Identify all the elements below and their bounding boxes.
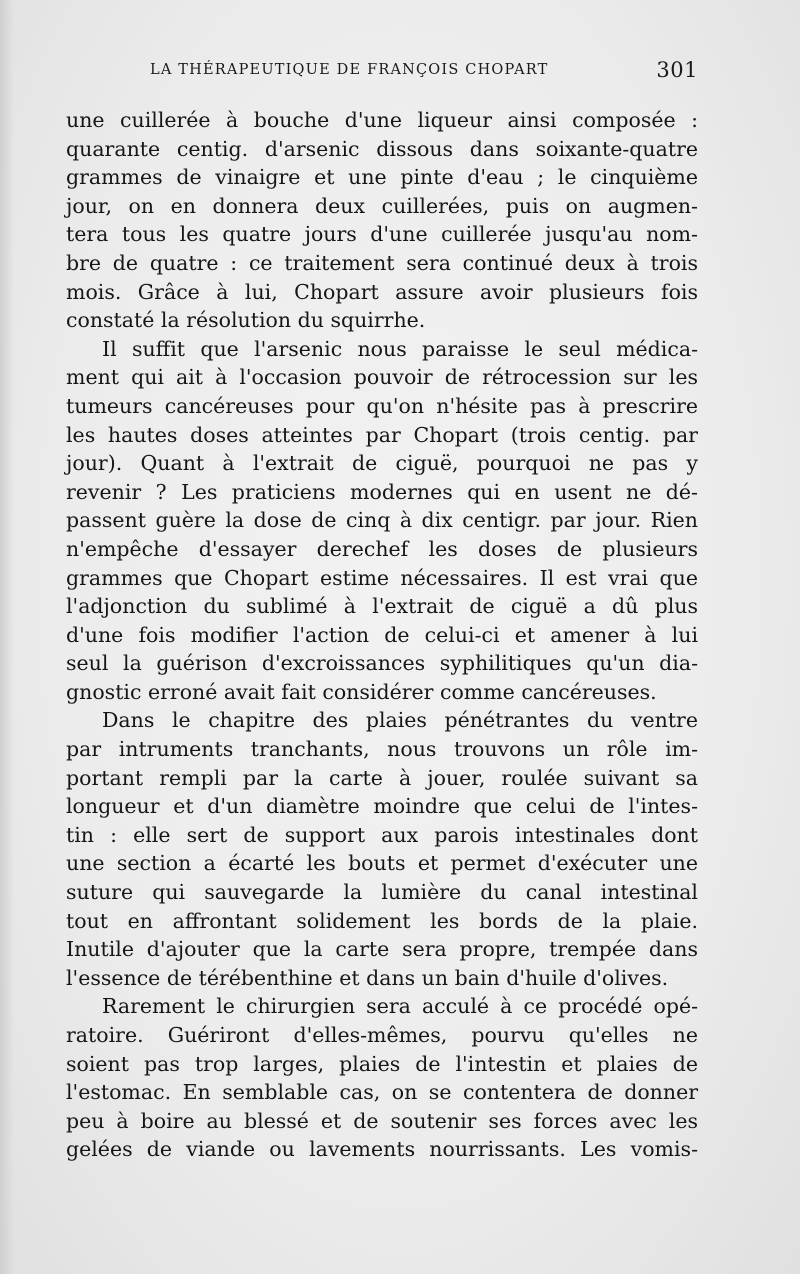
text-line: jour, on en donnera deux cuillerées, puis on augmen- — [66, 193, 698, 218]
text-line: longueur et d'un diamètre moindre que celui de l'intes- — [66, 794, 698, 819]
text-line: Dans le chapitre des plaies pénétrantes du ventre — [102, 708, 698, 733]
text-line: par intruments tranchants, nous trouvons un rôle im- — [66, 737, 698, 762]
text-line: grammes de vinaigre et une pinte d'eau ; le cinquième — [66, 165, 698, 190]
page-header — [66, 58, 698, 88]
running-title: LA THÉRAPEUTIQUE DE FRANÇOIS CHOPART — [150, 62, 549, 78]
text-line: n'empêche d'essayer derechef les doses de plusieurs — [66, 536, 698, 561]
text-line: l'estomac. En semblable cas, on se contentera de donner — [66, 1080, 698, 1105]
page-number: 301 — [656, 58, 698, 82]
text-line: gnostic erroné avait fait considérer comme cancéreuses. — [66, 679, 657, 704]
text-line: Inutile d'ajouter que la carte sera propre, trempée dans — [66, 937, 698, 962]
text-line: ratoire. Guériront d'elles-mêmes, pourvu qu'elles ne — [66, 1023, 698, 1047]
page-gutter-shadow — [0, 0, 14, 1274]
text-line: revenir ? Les praticiens modernes qui en usent ne dé- — [66, 479, 698, 504]
text-line: ment qui ait à l'occasion pouvoir de rétrocession sur les — [66, 365, 698, 390]
body-text — [66, 106, 698, 1164]
text-line: Il suffit que l'arsenic nous paraisse le seul médica- — [102, 336, 698, 361]
text-line: grammes que Chopart estime nécessaires. Il est vrai que — [66, 565, 698, 590]
text-line: les hautes doses atteintes par Chopart (trois centig. par — [66, 422, 698, 447]
text-line: une section a écarté les bouts et permet d'exécuter une — [66, 851, 698, 876]
text-line: gelées de viande ou lavements nourrissants. Les vomis- — [66, 1137, 698, 1162]
text-line: quarante centig. d'arsenic dissous dans soixante-quatre — [66, 136, 698, 161]
text-line: peu à boire au blessé et de soutenir ses forces avec les — [66, 1108, 698, 1133]
text-line: mois. Grâce à lui, Chopart assure avoir plusieurs fois — [66, 279, 698, 304]
text-line: Rarement le chirurgien sera acculé à ce procédé opé- — [102, 994, 698, 1019]
text-line: jour). Quant à l'extrait de ciguë, pourquoi ne pas y — [66, 451, 698, 476]
text-line: l'essence de térébenthine et dans un bain d'huile d'olives. — [66, 965, 669, 990]
text-line: portant rempli par la carte à jouer, roulée suivant sa — [66, 765, 698, 790]
text-line: tera tous les quatre jours d'une cuillerée jusqu'au nom- — [66, 222, 698, 247]
text-line: suture qui sauvegarde la lumière du canal intestinal — [66, 880, 698, 905]
text-line: tumeurs cancéreuses pour qu'on n'hésite pas à prescrire — [66, 393, 698, 418]
text-line: tout en affrontant solidement les bords de la plaie. — [66, 908, 698, 933]
text-line: seul la guérison d'excroissances syphilitiques qu'un dia- — [66, 651, 698, 676]
text-line: soient pas trop larges, plaies de l'intestin et plaies de — [66, 1051, 698, 1076]
text-line: une cuillerée à bouche d'une liqueur ainsi composée : — [66, 108, 698, 132]
text-line: passent guère la dose de cinq à dix centigr. par jour. Rien — [66, 508, 698, 533]
text-line: constaté la résolution du squirrhe. — [66, 308, 426, 333]
text-line: bre de quatre : ce traitement sera continué deux à trois — [66, 250, 698, 275]
text-line: tin : elle sert de support aux parois intestinales dont — [66, 822, 698, 847]
text-line: l'adjonction du sublimé à l'extrait de ciguë a dû plus — [66, 594, 698, 619]
text-line: d'une fois modifier l'action de celui-ci et amener à lui — [66, 622, 698, 647]
